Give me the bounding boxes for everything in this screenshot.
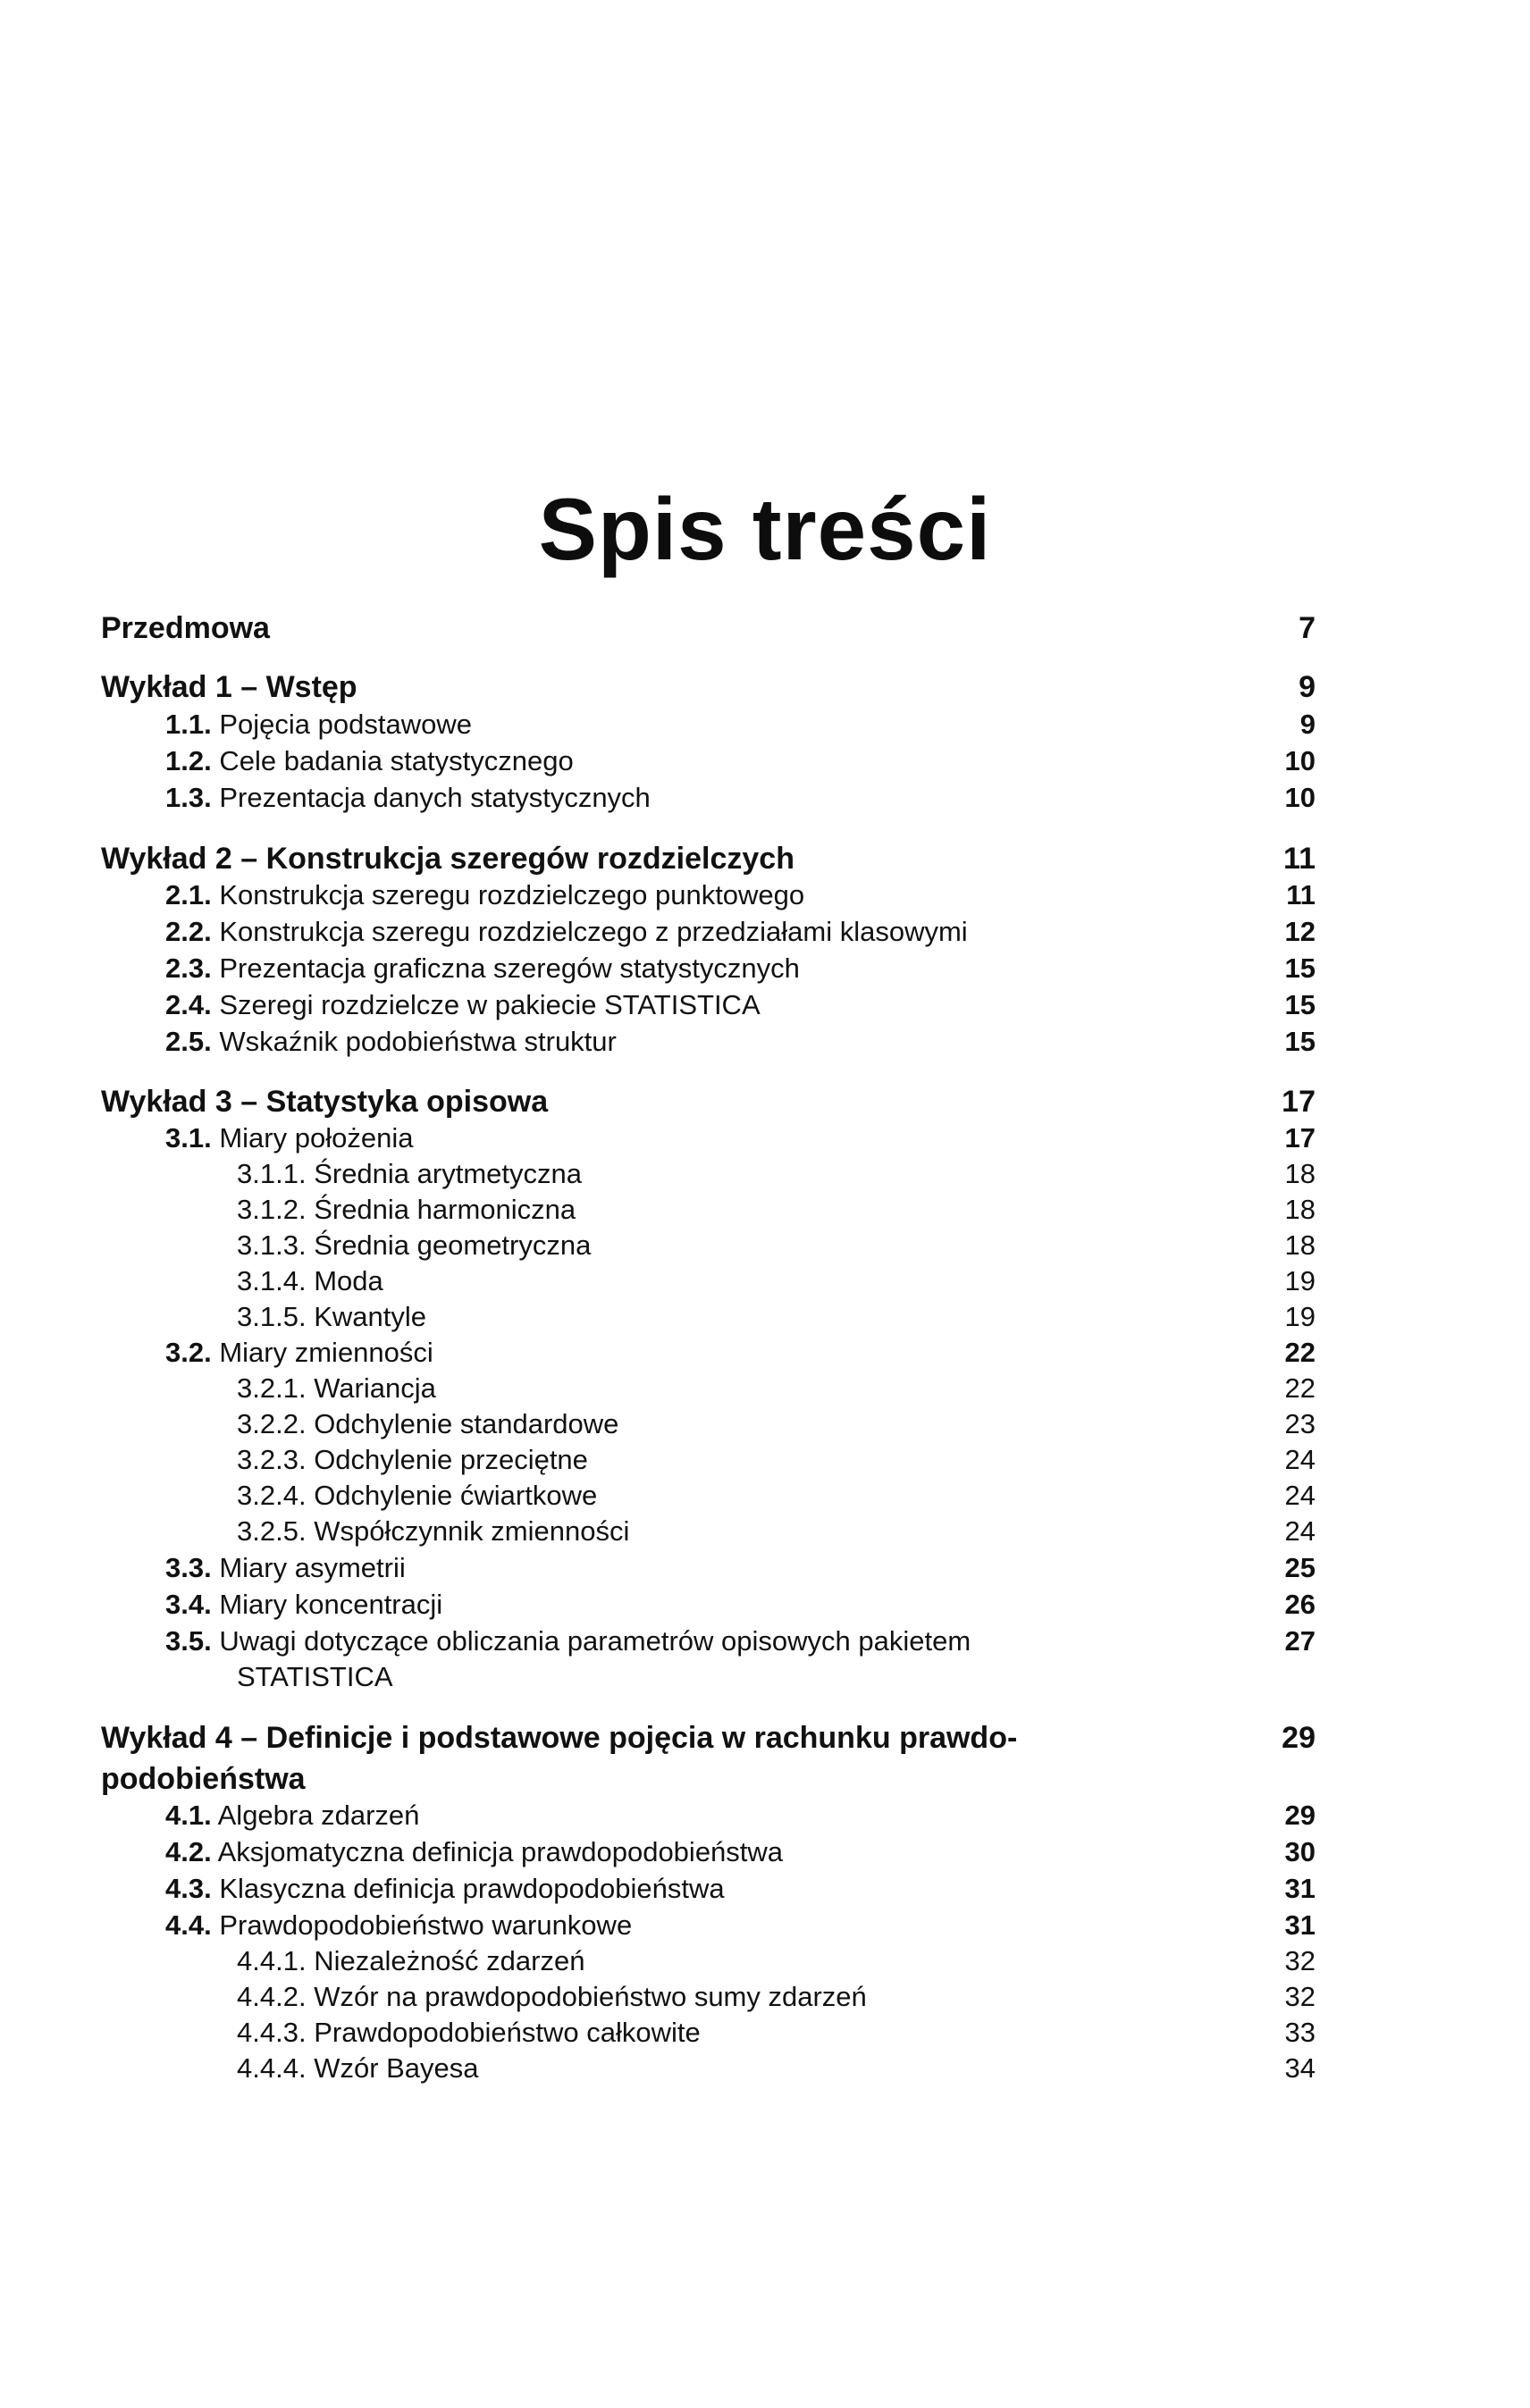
entry-page: 10 xyxy=(1284,745,1316,776)
entry-number: 2.4. xyxy=(165,989,212,1020)
toc-entry xyxy=(0,1406,1530,1442)
entry-page: 18 xyxy=(1284,1229,1316,1261)
toc-entry xyxy=(0,1228,1530,1263)
entry-label: Miary położenia xyxy=(219,1122,414,1154)
toc-entry xyxy=(0,1442,1530,1478)
entry-page: 18 xyxy=(1284,1194,1316,1225)
toc-entry xyxy=(0,1299,1530,1335)
toc-entry xyxy=(0,1943,1530,1979)
entry-number: 3.2.5. xyxy=(237,1515,307,1547)
toc-entry xyxy=(0,1263,1530,1299)
toc-entry-continuation xyxy=(0,1659,1530,1695)
toc-entry xyxy=(0,1908,1530,1943)
entry-page: 15 xyxy=(1284,952,1316,984)
entry-page: 31 xyxy=(1284,1909,1316,1941)
entry-label: Wskaźnik podobieństwa struktur xyxy=(219,1026,617,1057)
entry-page: 17 xyxy=(1282,1085,1316,1119)
toc-entry xyxy=(0,1514,1530,1549)
entry-label: Konstrukcja szeregu rozdzielczego punktowego xyxy=(219,879,805,910)
entry-label: Aksjomatyczna definicja prawdopodobieństwa xyxy=(217,1836,784,1867)
entry-label: Wzór Bayesa xyxy=(314,2052,479,2084)
toc-entry xyxy=(0,1120,1530,1156)
entry-label: Prezentacja danych statystycznych xyxy=(219,782,651,813)
entry-page: 22 xyxy=(1284,1372,1316,1404)
entry-number: 4.2. xyxy=(165,1836,212,1867)
entry-number: 4.4. xyxy=(165,1909,212,1941)
entry-page: 29 xyxy=(1284,1800,1316,1831)
entry-label: Odchylenie przeciętne xyxy=(314,1444,588,1475)
entry-label: Odchylenie ćwiartkowe xyxy=(314,1480,598,1511)
entry-number: 1.2. xyxy=(165,745,212,776)
entry-page: 30 xyxy=(1284,1836,1316,1867)
entry-number: 3.1.2. xyxy=(237,1194,307,1225)
entry-number: 4.4.1. xyxy=(237,1945,307,1976)
entry-label: Niezależność zdarzeń xyxy=(314,1945,585,1976)
entry-number: 3.1.4. xyxy=(237,1265,307,1296)
toc-entry xyxy=(0,841,1530,877)
toc-entry xyxy=(0,743,1530,779)
entry-page: 11 xyxy=(1286,879,1316,910)
entry-label: Średnia geometryczna xyxy=(314,1229,592,1261)
toc-entry xyxy=(0,2015,1530,2051)
entry-number: 1.1. xyxy=(165,709,212,740)
entry-page: 22 xyxy=(1284,1337,1316,1368)
entry-label: Prezentacja graficzna szeregów statystycznych xyxy=(219,952,800,984)
entry-page: 19 xyxy=(1284,1301,1316,1332)
entry-page: 24 xyxy=(1284,1444,1316,1475)
toc-entry xyxy=(0,1979,1530,2015)
entry-number: 4.4.4. xyxy=(237,2052,307,2084)
entry-page: 34 xyxy=(1284,2052,1316,2084)
entry-label: Szeregi rozdzielcze w pakiecie STATISTICA xyxy=(219,989,761,1020)
entry-number: 3.5. xyxy=(165,1625,212,1657)
entry-label: Wykład 4 – Definicje i podstawowe pojęcia w rachunku prawdo- xyxy=(101,1721,1018,1755)
entry-number: 4.1. xyxy=(165,1800,212,1831)
entry-number: 3.2.2. xyxy=(237,1408,307,1439)
entry-page: 24 xyxy=(1284,1480,1316,1511)
entry-number: 2.5. xyxy=(165,1026,212,1057)
toc-entry xyxy=(0,1192,1530,1228)
entry-number: 3.1.1. xyxy=(237,1158,307,1189)
entry-page: 11 xyxy=(1283,842,1316,876)
entry-number: 2.3. xyxy=(165,952,212,984)
toc-entry xyxy=(0,951,1530,986)
entry-label: Wykład 3 – Statystyka opisowa xyxy=(101,1085,549,1119)
entry-label: Wykład 2 – Konstrukcja szeregów rozdzielczych xyxy=(101,842,794,876)
entry-label: Uwagi dotyczące obliczania parametrów opisowych pakietem xyxy=(219,1625,971,1657)
toc-entry xyxy=(0,610,1530,646)
entry-number: 4.4.3. xyxy=(237,2017,307,2048)
entry-number: 3.1.3. xyxy=(237,1229,307,1261)
entry-page: 23 xyxy=(1284,1408,1316,1439)
toc-entry xyxy=(0,669,1530,705)
entry-label: Przedmowa xyxy=(101,611,270,645)
toc-entry xyxy=(0,877,1530,913)
entry-label: Współczynnik zmienności xyxy=(314,1515,630,1547)
toc-entry xyxy=(0,1550,1530,1586)
entry-number: 3.4. xyxy=(165,1589,212,1620)
toc-entry xyxy=(0,1720,1530,1756)
entry-number: 2.1. xyxy=(165,879,212,910)
entry-label: Odchylenie standardowe xyxy=(314,1408,619,1439)
entry-number: 3.2.3. xyxy=(237,1444,307,1475)
entry-number: 3.1. xyxy=(165,1122,212,1154)
entry-number: 3.2.4. xyxy=(237,1480,307,1511)
entry-label: Konstrukcja szeregu rozdzielczego z przedziałami klasowymi xyxy=(219,916,968,947)
toc-entry xyxy=(0,1871,1530,1907)
entry-page: 25 xyxy=(1284,1552,1316,1583)
entry-number: 1.3. xyxy=(165,782,212,813)
entry-number: 3.2. xyxy=(165,1337,212,1368)
entry-label: podobieństwa xyxy=(101,1762,306,1796)
entry-label: Miary asymetrii xyxy=(219,1552,406,1583)
toc-entry xyxy=(0,1624,1530,1659)
entry-label: Średnia arytmetyczna xyxy=(314,1158,582,1189)
entry-label: Prawdopodobieństwo całkowite xyxy=(314,2017,701,2048)
entry-page: 29 xyxy=(1282,1721,1316,1755)
toc-entry-continuation xyxy=(0,1761,1530,1797)
toc-entry xyxy=(0,1335,1530,1371)
entry-label: Algebra zdarzeń xyxy=(217,1800,420,1831)
entry-page: 15 xyxy=(1284,1026,1316,1057)
entry-label: STATISTICA xyxy=(237,1661,393,1692)
entry-page: 18 xyxy=(1284,1158,1316,1189)
entry-page: 15 xyxy=(1284,989,1316,1020)
entry-label: Średnia harmoniczna xyxy=(314,1194,576,1225)
toc-entry xyxy=(0,1587,1530,1623)
entry-page: 12 xyxy=(1284,916,1316,947)
entry-label: Klasyczna definicja prawdopodobieństwa xyxy=(219,1873,725,1904)
toc-entry xyxy=(0,2051,1530,2086)
toc-entry xyxy=(0,1084,1530,1120)
entry-page: 9 xyxy=(1299,670,1316,704)
entry-page: 26 xyxy=(1284,1589,1316,1620)
entry-label: Wykład 1 – Wstęp xyxy=(101,670,357,704)
toc-entry xyxy=(0,987,1530,1023)
entry-page: 9 xyxy=(1299,709,1316,740)
toc-entry xyxy=(0,1371,1530,1406)
entry-label: Moda xyxy=(314,1265,383,1296)
entry-page: 19 xyxy=(1284,1265,1316,1296)
entry-label: Cele badania statystycznego xyxy=(219,745,574,776)
toc-entry xyxy=(0,1156,1530,1192)
entry-page: 24 xyxy=(1284,1515,1316,1547)
entry-label: Wzór na prawdopodobieństwo sumy zdarzeń xyxy=(314,1981,867,2012)
entry-page: 10 xyxy=(1284,782,1316,813)
entry-page: 17 xyxy=(1284,1122,1316,1154)
toc-entry xyxy=(0,780,1530,816)
entry-number: 3.3. xyxy=(165,1552,212,1583)
entry-page: 27 xyxy=(1284,1625,1316,1657)
entry-number: 4.3. xyxy=(165,1873,212,1904)
entry-label: Miary zmienności xyxy=(219,1337,433,1368)
toc-entry xyxy=(0,1024,1530,1060)
entry-label: Prawdopodobieństwo warunkowe xyxy=(219,1909,633,1941)
entry-label: Wariancja xyxy=(314,1372,436,1404)
entry-label: Kwantyle xyxy=(314,1301,426,1332)
page-title: Spis treści xyxy=(538,479,992,578)
entry-page: 32 xyxy=(1284,1981,1316,2012)
toc-entry xyxy=(0,914,1530,950)
entry-page: 7 xyxy=(1299,611,1316,645)
entry-number: 3.1.5. xyxy=(237,1301,307,1332)
entry-page: 32 xyxy=(1284,1945,1316,1976)
entry-number: 3.2.1. xyxy=(237,1372,307,1404)
toc-entry xyxy=(0,1478,1530,1514)
entry-label: Miary koncentracji xyxy=(219,1589,443,1620)
entry-number: 2.2. xyxy=(165,916,212,947)
toc-entry xyxy=(0,707,1530,743)
toc-entry xyxy=(0,1834,1530,1870)
entry-label: Pojęcia podstawowe xyxy=(219,709,472,740)
entry-page: 33 xyxy=(1284,2017,1316,2048)
toc-entry xyxy=(0,1798,1530,1833)
entry-page: 31 xyxy=(1284,1873,1316,1904)
entry-number: 4.4.2. xyxy=(237,1981,307,2012)
